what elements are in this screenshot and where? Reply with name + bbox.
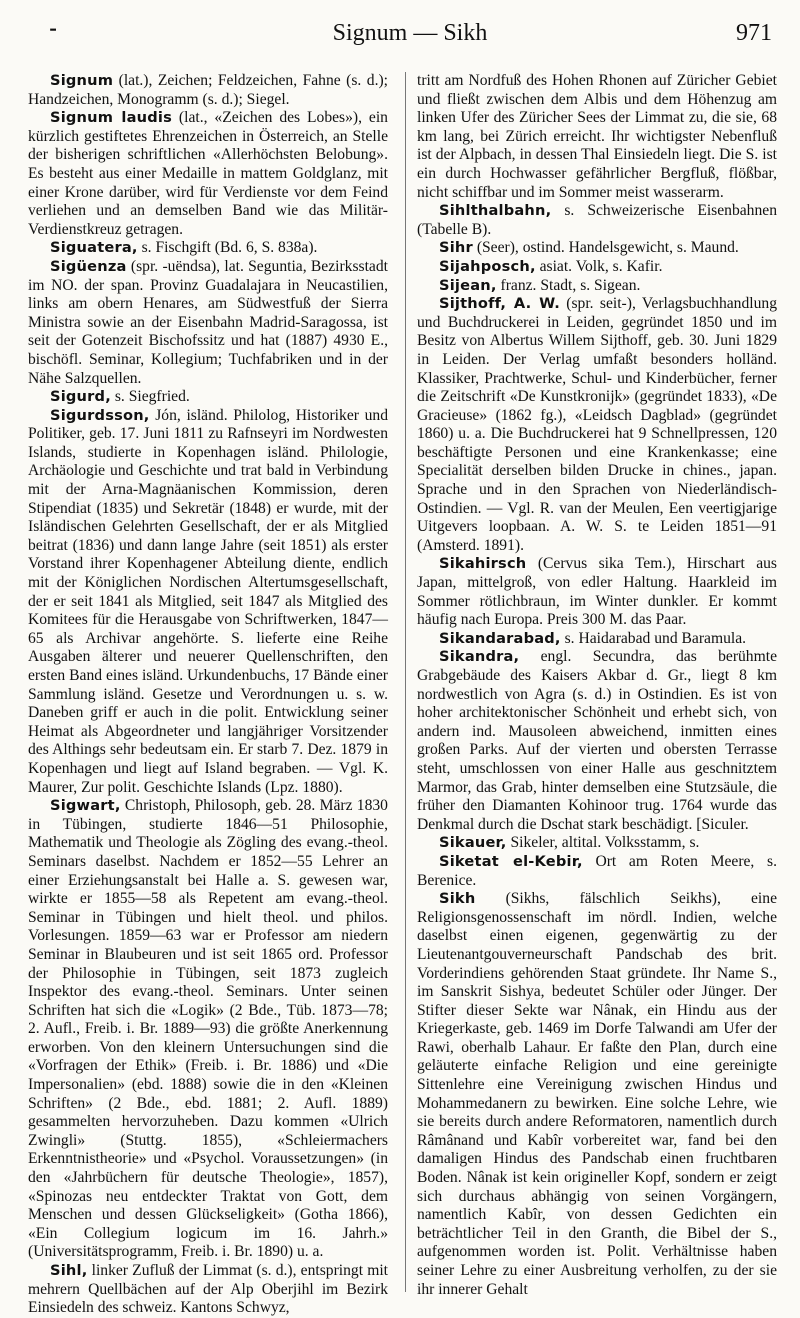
- entry-text: (lat.), Zeichen; Feldzeichen, Fahne (s. d.); Handzeichen, Monogramm (s. d.); Siegel.: [28, 72, 388, 108]
- dictionary-entry: [417, 853, 777, 890]
- dictionary-entry: [417, 277, 777, 296]
- entry-text: franz. Stadt, s. Sigean.: [500, 276, 641, 294]
- column-divider: [405, 72, 406, 1292]
- dictionary-entry: [417, 202, 777, 239]
- entry-text: s. Haidarabad und Baramula.: [564, 629, 747, 647]
- entry-text: tritt am Nordfuß des Hohen Rhonen auf Züricher Gebiet und fließt zwischen dem Albis und dem Höhenzug am linken Ufer des Züricher Sees der Limmat zu, die sie, 68 km lang, bei Zürich erreicht. Ihr wichtigster Nebenfluß ist der Alpbach, in dessen Thal Einsiedeln liegt. Die S. ist ein durch Hochwasser gefährlicher Bergfluß, flößbar, nicht schiffbar und im Sommer meist wasserarm.: [417, 72, 777, 201]
- dictionary-entry: [417, 239, 777, 258]
- dictionary-entry: [417, 295, 777, 555]
- entry-text: Christoph, Philosoph, geb. 28. März 1830 in Tübingen, studierte 1846—51 Philosophie, Mathematik und Theologie als Zögling des evang.-theol. Seminars daselbst. Nachdem er 1852—55 Lehrer an einer Erziehungsanstalt bei Halle a. S. gewesen war, wirkte er 1855—58 als Repetent am evang.-theol. Seminar in Tübingen und hielt theol. und philos. Vorlesungen. 1859—63 war er Professor am niedern Seminar in Blaubeuren und ist seit 1865 ord. Professor der Philosophie in Tübingen, seit 1873 zugleich Inspektor des evang.-theol. Seminars. Unter seinen Schriften hat sich die «Logik» (2 Bde., Tüb. 1873—78; 2. Aufl., Freib. i. Br. 1889—93) die größte Anerkennung erworben. Von den kleinern Untersuchungen sind die «Vorfragen der Ethik» (Freib. i. Br. 1886) und «Die Impersonalien» (ebd. 1888) sowie die in den «Kleinen Schriften» (2 Bde., ebd. 1881; 2. Aufl. 1889) gesammelten hervorzuheben. Dazu kommen «Ulrich Zwingli» (Stuttg. 1855), «Schleiermachers Erkenntnistheorie» und «Psychol. Voraussetzungen» (in den «Jahrbüchern für deutsche Theologie», 1857), «Spinozas neu entdeckter Traktat von Gott, dem Menschen und dessen Glückseligkeit» (Gotha 1866), «Ein Collegium logicum im 16. Jahrh.» (Universitätsprogramm, Freib. i. Br. 1890) u. a.: [28, 797, 388, 1261]
- dictionary-entry: [28, 797, 388, 1262]
- entry-headword: Sikh: [439, 890, 476, 908]
- dictionary-entry: [417, 555, 777, 629]
- entry-headword: Sijahposch,: [439, 257, 536, 275]
- dictionary-entry: [417, 834, 777, 853]
- entry-headword: Sikandra,: [439, 648, 520, 666]
- entry-text: (spr. -uëndsa), lat. Seguntia, Bezirksstadt im NO. der span. Provinz Guadalajara in Neucastilien, links am obern Henares, am Südwestfuß der Sierra Ministra sowie an der Eisenbahn Madrid-Saragossa, ist seit der Gotenzeit Bischofssitz und hat (1887) 4930 E., bischöfl. Seminar, Kollegium; Tuchfabriken und in der Nähe Salzquellen.: [28, 257, 388, 387]
- entry-headword: Siketat el-Kebir,: [439, 852, 583, 870]
- page-header: [48, 14, 772, 54]
- dictionary-entry: [417, 648, 777, 834]
- entry-headword: Sihl,: [50, 1262, 88, 1279]
- left-column: [28, 72, 388, 1317]
- dictionary-entry: [417, 630, 777, 649]
- entry-text: Jón, isländ. Philolog, Historiker und Politiker, geb. 17. Juni 1811 zu Rafnseyri im Nordwesten Islands, studierte in Kopenhagen isländ. Philologie, Archäologie und Geschichte und trat bald in Verbindung mit der Arna-Magnäanischen Kommission, deren Stipendiat (1835) und Sekretär (1848) er wurde, mit der Isländischen Gelehrten Gesellschaft, der er als Mitglied beitrat (1836) und dann lange Jahre (seit 1851) als erster Vorstand ihrer Kopenhagener Abteilung diente, endlich mit der Königlichen Nordischen Altertumsgesellschaft, der er seit 1841 als Mitglied, seit 1847 als Mitglied des Komitees für die Herausgabe von Schriftwerken, 1847—65 als Archivar angehörte. S. lieferte eine Reihe Ausgaben älterer und neuerer Quellenschriften, den ersten Band eines isländ. Urkundenbuchs, 17 Bände einer Sammlung isländ. Gesetze und Verordnungen u. s. w. Daneben griff er auch in die polit. Entwicklung seiner Heimat als Abgeordneter und langjähriger Vorsitzender des Althings sehr bedeutsam ein. Er starb 7. Dez. 1879 in Kopenhagen und liegt auf Island begraben. — Vgl. K. Maurer, Zur polit. Geschichte Islands (Lpz. 1880).: [28, 406, 388, 796]
- entry-text: s. Schweizerische Eisenbahnen (Tabelle B).: [417, 202, 777, 238]
- dictionary-entry: [28, 258, 388, 388]
- dictionary-entry: [28, 388, 388, 407]
- entry-text: s. Fischgift (Bd. 6, S. 838a).: [141, 239, 318, 257]
- entry-text: (spr. seit-), Verlagsbuchhandlung und Buchdruckerei in Leiden, gegründet 1850 und im Besitz von Albertus Willem Sijthoff, geb. 30. Juni 1829 in Leiden. Der Verlag umfaßt besonders holländ. Klassiker, Prachtwerke, Schul- und Kinderbücher, ferner die Zeitschrift «De Kunstkronijk» (gegründet 1833), «De Gracieuse» (1862 fg.), «Leidsch Dagblad» (gegründet 1860) u. a. Die Buchdruckerei hat 9 Schnellpressen, 120 beschäftigte Personen und eine Krankenkasse; eine Specialität derselben bilden Drucke in chines., japan. Sprache und in den Sprachen von Niederländisch-Ostindien. — Vgl. R. van der Meulen, Een veertigjarige Uitgevers loopbaan. A. W. S. te Leiden 1851—91 (Amsterd. 1891).: [417, 295, 777, 554]
- entry-headword: Sijthoff, A. W.: [439, 295, 560, 313]
- entry-headword: Sigüenza: [50, 257, 127, 275]
- entry-headword: Sigurd,: [50, 388, 111, 406]
- entry-headword: Sigwart,: [50, 797, 121, 815]
- entry-headword: Sikandarabad,: [439, 629, 561, 647]
- dictionary-entry: [28, 72, 388, 109]
- entry-text: engl. Secundra, das berühmte Grabgebäude des Kaisers Akbar d. Gr., liegt 8 km nordwestlich von Agra (s. d.) in Ostindien. Es ist von hoher architektonischer Schönheit und erhebt sich, von andern ind. Mausoleen abweichend, inmitten eines großen Parks. Auf der vierten und obersten Terrasse steht, umschlossen von einer Halle aus geschnitztem Marmor, das Grab, hinter demselben eine Stutzsäule, die früher den Diamanten Kohinoor trug. 1764 wurde das Denkmal durch die Dschat stark beschädigt. [Siculer.: [417, 648, 777, 833]
- running-title: Signum — Sikh: [332, 20, 488, 46]
- dictionary-entry: [28, 407, 388, 797]
- entry-headword: Signum: [50, 72, 114, 89]
- dictionary-entry: [28, 109, 388, 239]
- entry-text: Sikeler, altital. Volksstamm, s.: [510, 834, 700, 852]
- entry-text: (Seer), ostind. Handelsgewicht, s. Maund.: [476, 239, 739, 257]
- entry-headword: Signum laudis: [50, 109, 173, 127]
- entry-text: (Cervus sika Tem.), Hirschart aus Japan, mittelgroß, von edler Haltung. Haarkleid im Sommer rötlichbraun, im Winter dunkler. Er kommt häufig nach Europa. Preis 300 M. das Paar.: [417, 555, 777, 629]
- dictionary-entry: [417, 72, 777, 202]
- entry-headword: Sikahirsch: [439, 555, 527, 573]
- entry-headword: Sijean,: [439, 276, 497, 294]
- entry-headword: Siguatera,: [50, 239, 138, 257]
- entry-text: s. Siegfried.: [114, 388, 190, 406]
- entry-text: Ort am Roten Meere, s. Berenice.: [417, 852, 777, 889]
- dictionary-entry: [28, 239, 388, 258]
- page-number: 971: [736, 20, 772, 46]
- entry-headword: Sigurdsson,: [50, 406, 150, 424]
- dictionary-entry: [28, 1262, 388, 1318]
- entry-headword: Sihlthalbahn,: [439, 202, 552, 220]
- entry-text: linker Zufluß der Limmat (s. d.), entspringt mit mehrern Quellbächen auf der Alp Oberjihl im Bezirk Einsiedeln des schweiz. Kantons Schwyz,: [28, 1262, 388, 1317]
- right-column: [417, 72, 777, 1298]
- dictionary-entry: [417, 258, 777, 277]
- entry-headword: Sihr: [439, 239, 473, 257]
- entry-text: (Sikhs, fälschlich Seikhs), eine Religionsgenossenschaft im nördl. Indien, welche daselbst einen eigenen, gegenwärtig zu der Lieutenantgouverneurschaft Pandschab des brit. Vorderindiens gehörenden Staat gründete. Ihr Name S., im Sanskrit Sishya, bedeutet Schüler oder Jünger. Der Stifter dieser Sekte war Nânak, ein Hindu aus der Kriegerkaste, geb. 1469 im Dorfe Talwandi am Ufer der Rawi, oberhalb Lahaur. Er faßte den Plan, durch eine geläuterte einfache Religion und eine gereinigte Sittenlehre eine Vereinigung zwischen Hindus und Mohammedanern zu bewirken. Eine solche Lehre, wie sie bereits durch andere Reformatoren, namentlich durch Râmânand und Kabîr vorbereitet war, fand bei den damaligen Hindus des Pandschab einen fruchtbaren Boden. Nânak ist kein origineller Kopf, sondern er zeigt sich durchaus abhängig von seinen Vorgängern, namentlich Kabîr, von dessen Gedichten ein beträchtlicher Teil in den Granth, die Bibel der S., aufgenommen worden ist. Polit. Verhältnisse haben seiner Lehre zu einer Ausbreitung verholfen, zu der sie ihr innerer Gehalt: [417, 890, 777, 1298]
- entry-headword: Sikauer,: [439, 834, 507, 852]
- dictionary-entry: [417, 890, 777, 1299]
- entry-text: (lat., «Zeichen des Lobes»), ein kürzlich gestiftetes Ehrenzeichen in Österreich, an Stelle der bisherigen schriftlichen «Allerhöchsten Belobung». Es besteht aus einer Medaille in mattem Goldglanz, mit einer Krone darüber, wird für Verdienste vor dem Feind verliehen und an demselben Band wie das Militär-Verdienstkreuz getragen.: [28, 109, 388, 238]
- page-mark: ⁃: [48, 20, 58, 42]
- entry-text: asiat. Volk, s. Kafir.: [539, 257, 663, 275]
